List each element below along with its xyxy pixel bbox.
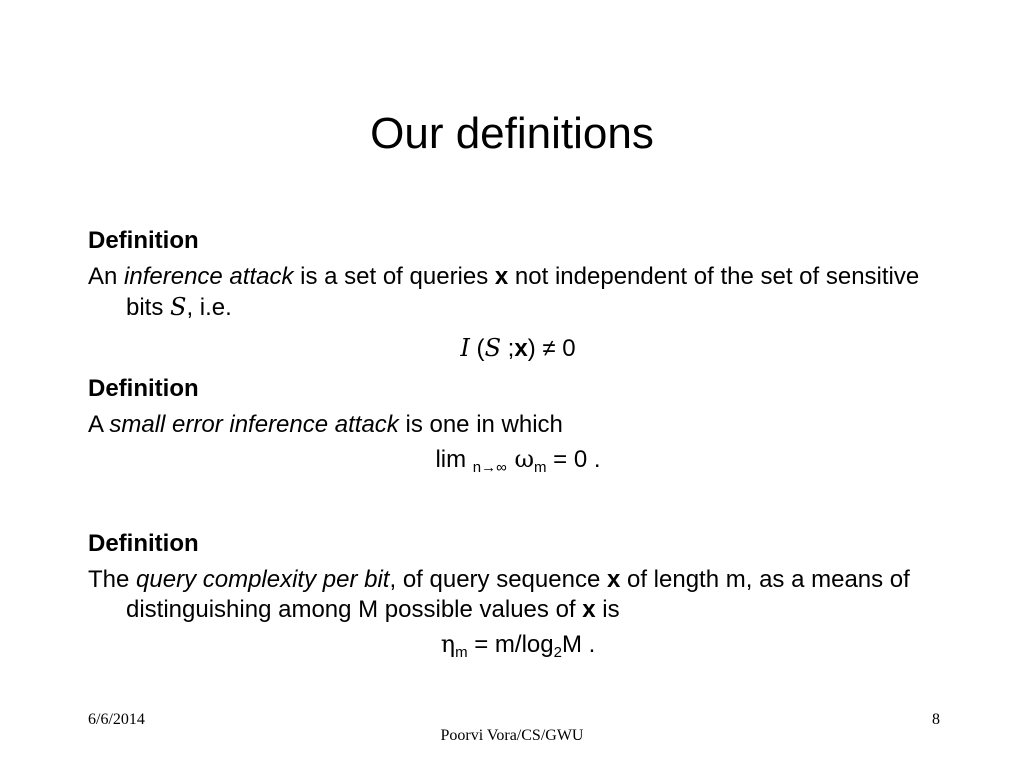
def2-text-b: is one in which [398,411,563,438]
formula1-close: ) ≠ 0 [527,335,576,362]
definition-1-heading: Definition [88,227,199,254]
def1-x: x [494,263,509,290]
formula3-eta: η [440,630,456,658]
formula1-x: x [514,335,528,362]
formula2-rest: = 0 . [546,446,601,473]
formula2-omega: ω [506,445,535,473]
def3-text-d: is [595,596,620,623]
formula1-i: I [460,334,470,362]
def3-term: query complexity per bit [136,566,390,593]
def3-x2: x [582,596,596,623]
footer-page-number: 8 [932,711,940,728]
formula3-mid: = m/log [467,631,554,658]
slide-body [88,226,948,668]
def2-term: small error inference attack [109,411,399,438]
spacer [88,483,948,529]
def1-text-b: is a set of queries [293,263,495,290]
definition-3-formula [88,629,948,668]
definition-1-text [88,262,948,323]
formula3-eta-sub: m [455,644,468,661]
definition-3-heading: Definition [88,530,199,557]
formula1-open: ( [469,335,485,362]
def2-text-a: A [88,411,110,438]
formula3-end: M . [561,631,596,658]
def3-text-a: The [88,566,137,593]
footer-author: Poorvi Vora/CS/GWU [440,727,584,744]
definition-2-heading: Definition [88,375,199,402]
formula2-omega-sub: m [534,459,547,476]
def1-term: inference attack [124,263,294,290]
def3-text-b: , of query sequence [389,566,607,593]
formula1-sep: ; [501,335,515,362]
formula1-s: S [484,334,502,362]
definition-2-text [88,410,948,440]
def3-x1: x [606,566,621,593]
slide-title: Our definitions [370,109,654,158]
formula3-log-sub: 2 [553,644,562,661]
formula2-limit-sub: n→∞ [472,459,507,476]
formula2-lim: lim [435,446,473,473]
def3-text-c: of length m, as a means of distinguishing among M possible values of [126,566,910,623]
definition-1-formula [88,333,948,364]
definition-3-text [88,565,948,625]
def1-text-a: An [88,263,125,290]
definition-2-formula [88,444,948,483]
def1-s: S [170,293,187,321]
def1-text-c: not independent of the set of sensitive bits [126,263,920,321]
def1-text-d: , i.e. [186,294,232,321]
footer-date: 6/6/2014 [88,711,145,728]
